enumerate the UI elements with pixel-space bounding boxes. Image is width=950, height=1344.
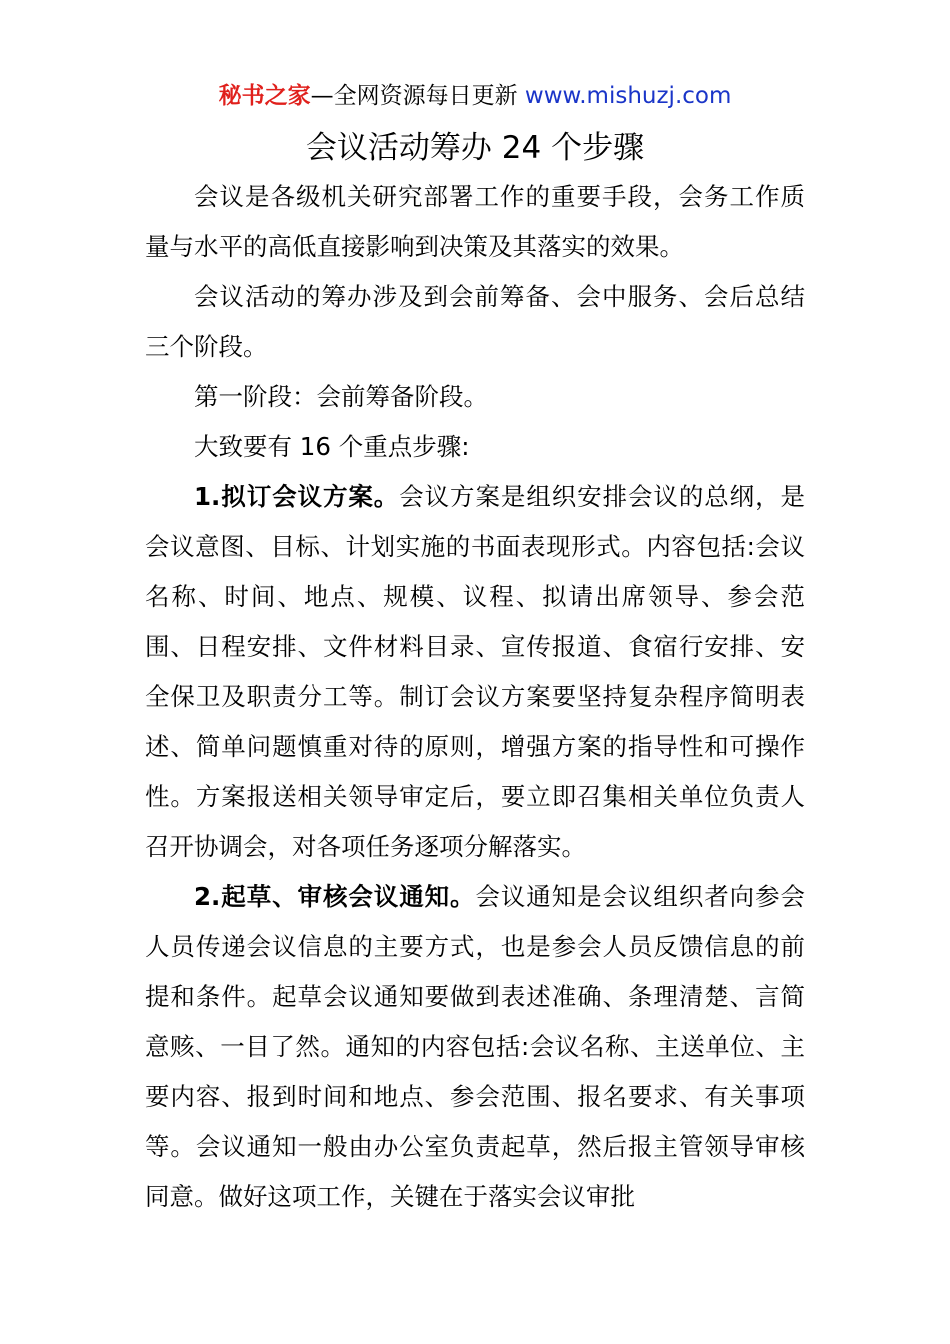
step-2-text: 会议通知是会议组织者向参会人员传递会议信息的主要方式，也是参会人员反馈信息的前提和条件。起草会议通知要做到表述准确、条理清楚、言简意赅、一目了然。通知的内容包括:会议名称、主送单位、主要内容、报到时间和地点、参会范围、报名要求、有关事项等。会议通知一般由办公室负责起草，然后报主管领导审核同意。做好这项工作，关键在于落实会议审批 xyxy=(145,882,805,1211)
step-1-heading: 1.拟订会议方案。 xyxy=(194,482,400,511)
step-1-paragraph xyxy=(145,472,805,872)
header-tagline: —全网资源每日更新 xyxy=(310,83,518,109)
paragraph-stage-one: 第一阶段：会前筹备阶段。 xyxy=(194,382,488,411)
step-2-paragraph xyxy=(145,872,805,1222)
header-brand: 秘书之家 xyxy=(218,83,311,109)
document-body xyxy=(145,172,805,1222)
site-header xyxy=(0,80,950,112)
document-title: 会议活动筹办 24 个步骤 xyxy=(305,130,645,166)
header-url-link[interactable]: www.mishuzj.com xyxy=(524,83,732,109)
paragraph-intro: 会议是各级机关研究部署工作的重要手段，会务工作质量与水平的高低直接影响到决策及其落实的效果。 xyxy=(145,182,805,261)
paragraph-stages: 会议活动的筹办涉及到会前筹备、会中服务、会后总结三个阶段。 xyxy=(145,282,805,361)
paragraph-steps-count: 大致要有 16 个重点步骤: xyxy=(194,432,470,461)
step-2-heading: 2.起草、审核会议通知。 xyxy=(194,882,476,911)
step-1-text: 会议方案是组织安排会议的总纲，是会议意图、目标、计划实施的书面表现形式。内容包括:会议名称、时间、地点、规模、议程、拟请出席领导、参会范围、日程安排、文件材料目录、宣传报道、食宿行安排、安全保卫及职责分工等。制订会议方案要坚持复杂程序简明表述、简单问题慎重对待的原则，增强方案的指导性和可操作性。方案报送相关领导审定后，要立即召集相关单位负责人召开协调会，对各项任务逐项分解落实。 xyxy=(145,482,806,861)
